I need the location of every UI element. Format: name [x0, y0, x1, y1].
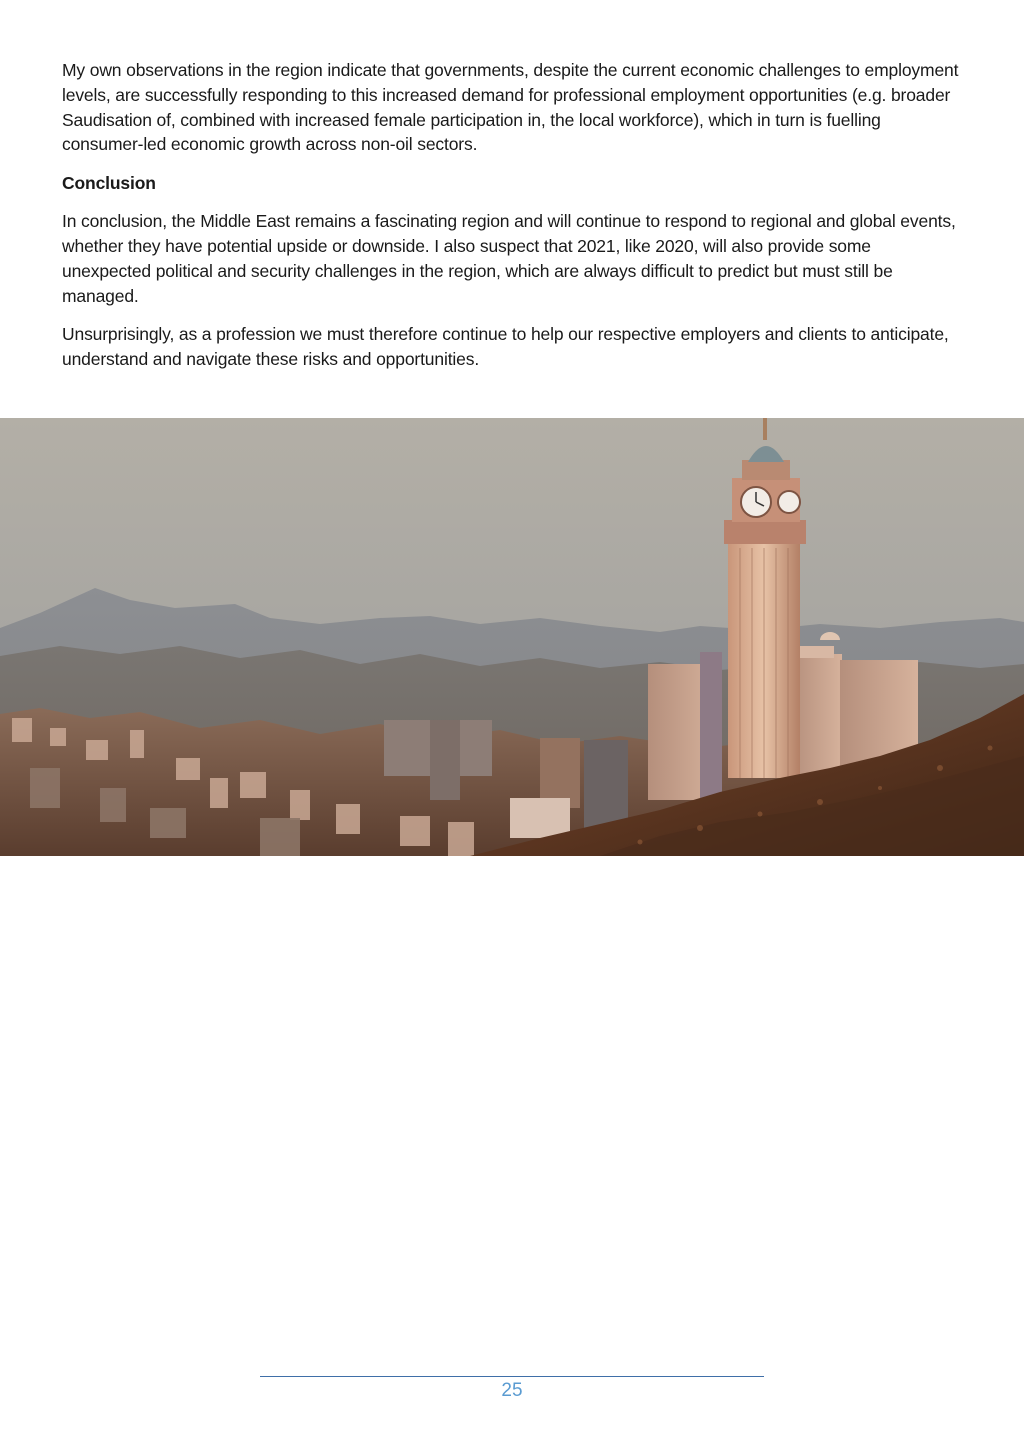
page-number: 25: [501, 1380, 523, 1401]
footer-rule: [260, 1376, 764, 1377]
body-paragraph: Unsurprisingly, as a profession we must therefore continue to help our respective employers and clients to anticipate, understand and navigate these risks and opportunities.: [62, 324, 949, 370]
article-body: [62, 58, 962, 386]
body-paragraph: In conclusion, the Middle East remains a fascinating region and will continue to respond to regional and global events, whether they have potential upside or downside. I also suspect that 2021, like 2020, will also provide some unexpected political and security challenges in the region, which are always difficult to predict but must still be managed.: [62, 211, 956, 306]
city-skyline-photo: [0, 418, 1024, 856]
section-heading: Conclusion: [62, 173, 156, 194]
body-paragraph: My own observations in the region indicate that governments, despite the current economic challenges to employment levels, are successfully responding to this increased demand for professional employment opportunities (e.g. broader Saudisation of, combined with increased female participation in, the local workforce), which in turn is fuelling consumer-led economic growth across non-oil sectors.: [62, 60, 959, 155]
